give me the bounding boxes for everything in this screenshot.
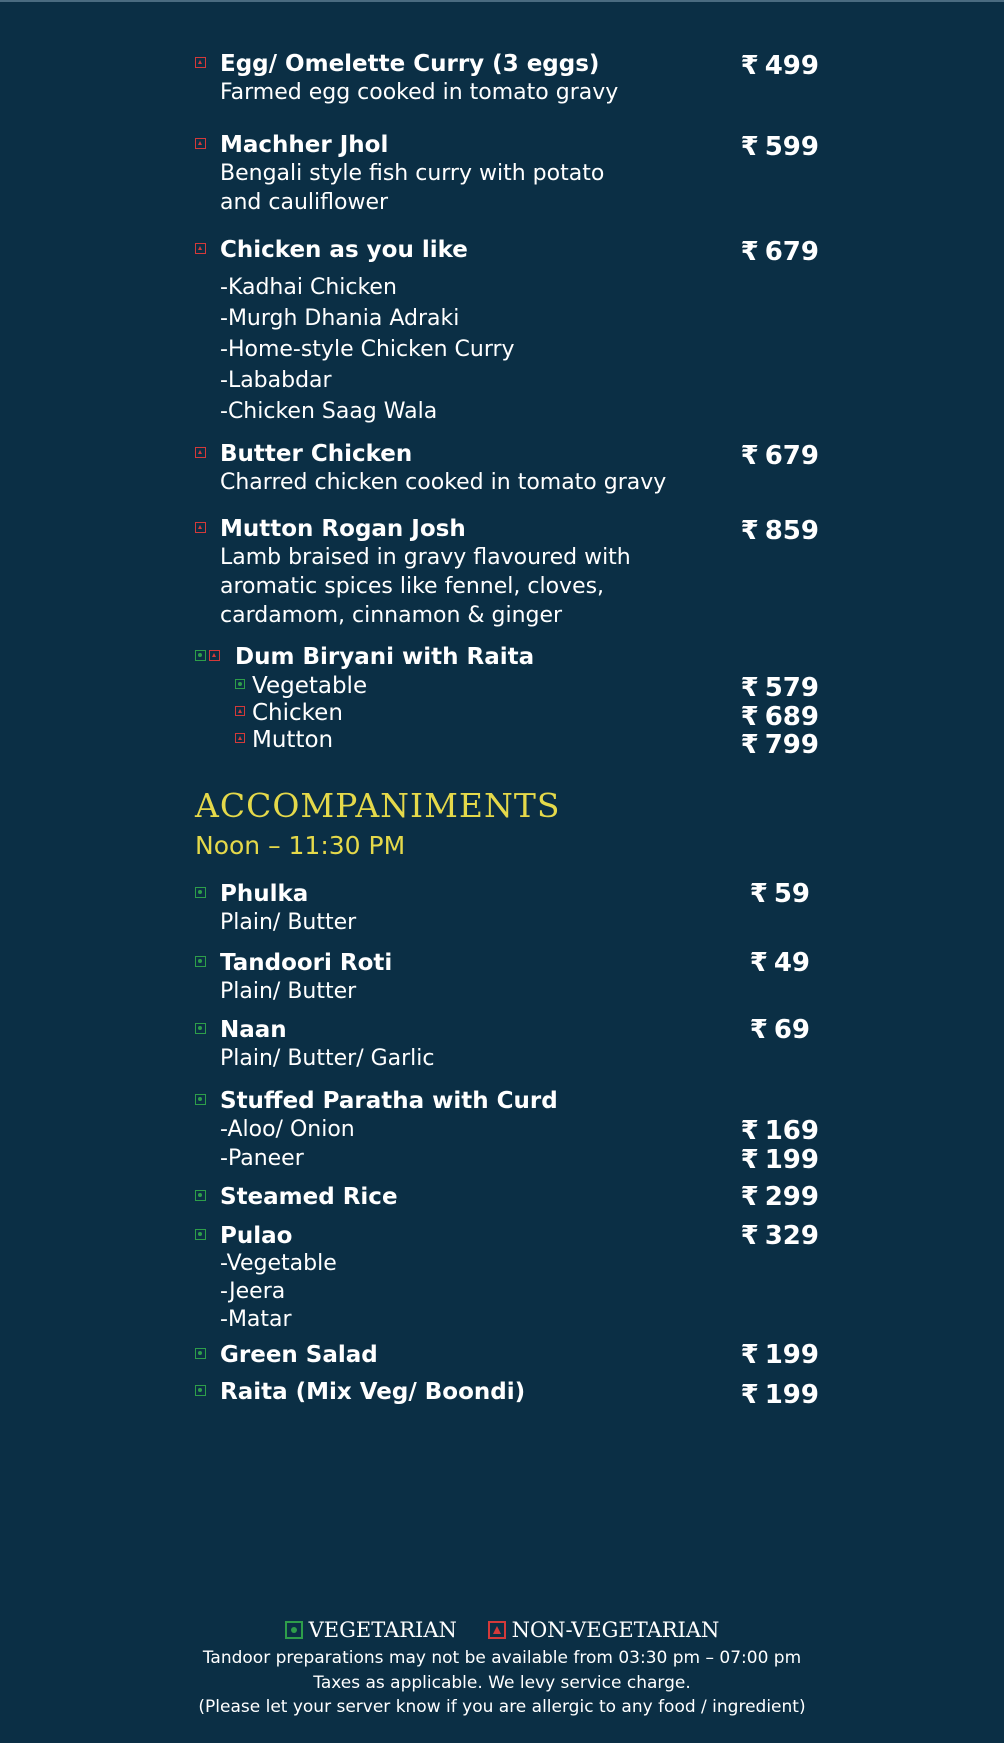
item-price: ₹ 859	[740, 516, 819, 546]
veg-icon	[195, 1348, 206, 1359]
non-veg-icon	[235, 733, 245, 743]
item-price: ₹ 49	[749, 948, 810, 978]
menu-item	[195, 1378, 835, 1410]
item-name: Steamed Rice	[220, 1184, 398, 1210]
section-title: ACCOMPANIMENTS	[195, 786, 561, 825]
item-name: Pulao	[220, 1223, 293, 1249]
note-taxes: Taxes as applicable. We levy service charge.	[313, 1673, 691, 1693]
item-price: ₹ 499	[740, 51, 819, 81]
item-desc: aromatic spices like fennel, cloves,	[220, 574, 605, 599]
option-label: Chicken	[252, 700, 343, 726]
option-label: Mutton	[252, 727, 334, 753]
item-name: Chicken as you like	[220, 237, 468, 263]
item-price: ₹ 199	[740, 1340, 819, 1370]
veg-icon	[195, 956, 206, 967]
item-desc: -Lababdar	[220, 368, 332, 393]
menu-item	[195, 1341, 835, 1369]
option-price: ₹ 689	[740, 702, 819, 732]
biryani-option	[195, 699, 835, 732]
note-allergy: (Please let your server know if you are allergic to any food / ingredient)	[198, 1697, 806, 1717]
item-price: ₹ 199	[740, 1145, 819, 1175]
menu-item	[195, 1222, 835, 1334]
item-desc: -Paneer	[220, 1146, 304, 1171]
item-desc: Lamb braised in gravy flavoured with	[220, 545, 631, 570]
item-desc: -Chicken Saag Wala	[220, 399, 438, 424]
item-name: Butter Chicken	[220, 441, 413, 467]
menu-item	[195, 880, 835, 937]
item-desc: cardamom, cinnamon & ginger	[220, 603, 563, 628]
item-desc: Plain/ Butter	[220, 910, 357, 935]
veg-icon	[195, 650, 206, 661]
item-desc: Charred chicken cooked in tomato gravy	[220, 470, 667, 495]
menu-item	[195, 515, 835, 630]
biryani-option	[195, 672, 835, 703]
non-veg-icon	[195, 57, 206, 68]
veg-icon	[285, 1621, 303, 1639]
item-name: Mutton Rogan Josh	[220, 516, 466, 542]
item-price: ₹ 599	[740, 132, 819, 162]
item-name: Egg/ Omelette Curry (3 eggs)	[220, 51, 600, 77]
item-desc: -Kadhai Chicken	[220, 275, 397, 300]
veg-icon	[195, 1023, 206, 1034]
non-veg-icon	[195, 138, 206, 149]
item-desc: Plain/ Butter	[220, 979, 357, 1004]
menu-item	[195, 949, 835, 1006]
veg-icon	[195, 1190, 206, 1201]
non-veg-icon	[195, 447, 206, 458]
option-price: ₹ 579	[740, 673, 819, 703]
option-label: Vegetable	[252, 673, 368, 699]
menu-item	[195, 1183, 835, 1211]
item-desc: Bengali style fish curry with potato	[220, 161, 605, 186]
item-price: ₹ 69	[749, 1015, 810, 1045]
item-desc: -Aloo/ Onion	[220, 1117, 355, 1142]
item-name: Dum Biryani with Raita	[235, 644, 535, 670]
biryani-option	[195, 726, 835, 760]
menu-item	[195, 440, 835, 497]
menu-item-biryani	[195, 643, 835, 763]
non-veg-icon	[209, 650, 220, 661]
non-veg-icon	[235, 706, 245, 716]
menu-item	[195, 236, 835, 427]
item-price: ₹ 679	[740, 441, 819, 471]
diet-legend	[0, 1618, 1004, 1644]
item-desc: -Jeera	[220, 1279, 286, 1304]
veg-icon	[195, 887, 206, 898]
veg-icon	[235, 679, 245, 689]
item-desc: and cauliflower	[220, 190, 389, 215]
item-desc: -Matar	[220, 1307, 292, 1332]
section-time: Noon – 11:30 PM	[195, 831, 406, 860]
legend-nonveg	[488, 1618, 720, 1642]
item-name: Phulka	[220, 881, 309, 907]
veg-icon	[195, 1385, 206, 1396]
item-desc: -Vegetable	[220, 1251, 337, 1276]
item-price: ₹ 199	[740, 1380, 819, 1410]
item-price: ₹ 299	[740, 1182, 819, 1212]
legend-veg-label: VEGETARIAN	[308, 1618, 457, 1642]
item-desc: Plain/ Butter/ Garlic	[220, 1046, 435, 1071]
item-name: Naan	[220, 1017, 287, 1043]
veg-icon	[195, 1094, 206, 1105]
non-veg-icon	[195, 243, 206, 254]
menu-item	[195, 131, 835, 217]
item-name: Stuffed Paratha with Curd	[220, 1088, 558, 1114]
item-name: Raita (Mix Veg/ Boondi)	[220, 1379, 526, 1405]
item-price: ₹ 329	[740, 1221, 819, 1251]
menu-item	[195, 1016, 835, 1073]
item-name: Green Salad	[220, 1342, 378, 1368]
item-price: ₹ 169	[740, 1116, 819, 1146]
non-veg-icon	[488, 1621, 506, 1639]
item-desc: Farmed egg cooked in tomato gravy	[220, 80, 619, 105]
item-name: Tandoori Roti	[220, 950, 393, 976]
option-price: ₹ 799	[740, 730, 819, 760]
item-name: Machher Jhol	[220, 132, 389, 158]
item-price: ₹ 59	[749, 879, 810, 909]
menu-item	[195, 50, 835, 107]
item-desc: -Home-style Chicken Curry	[220, 337, 515, 362]
item-desc: -Murgh Dhania Adraki	[220, 306, 460, 331]
legend-veg	[285, 1618, 457, 1642]
menu-item	[195, 1087, 835, 1173]
item-price: ₹ 679	[740, 237, 819, 267]
non-veg-icon	[195, 522, 206, 533]
legend-nonveg-label: NON-VEGETARIAN	[511, 1618, 720, 1642]
veg-icon	[195, 1229, 206, 1240]
note-tandoor: Tandoor preparations may not be available from 03:30 pm – 07:00 pm	[202, 1648, 802, 1668]
